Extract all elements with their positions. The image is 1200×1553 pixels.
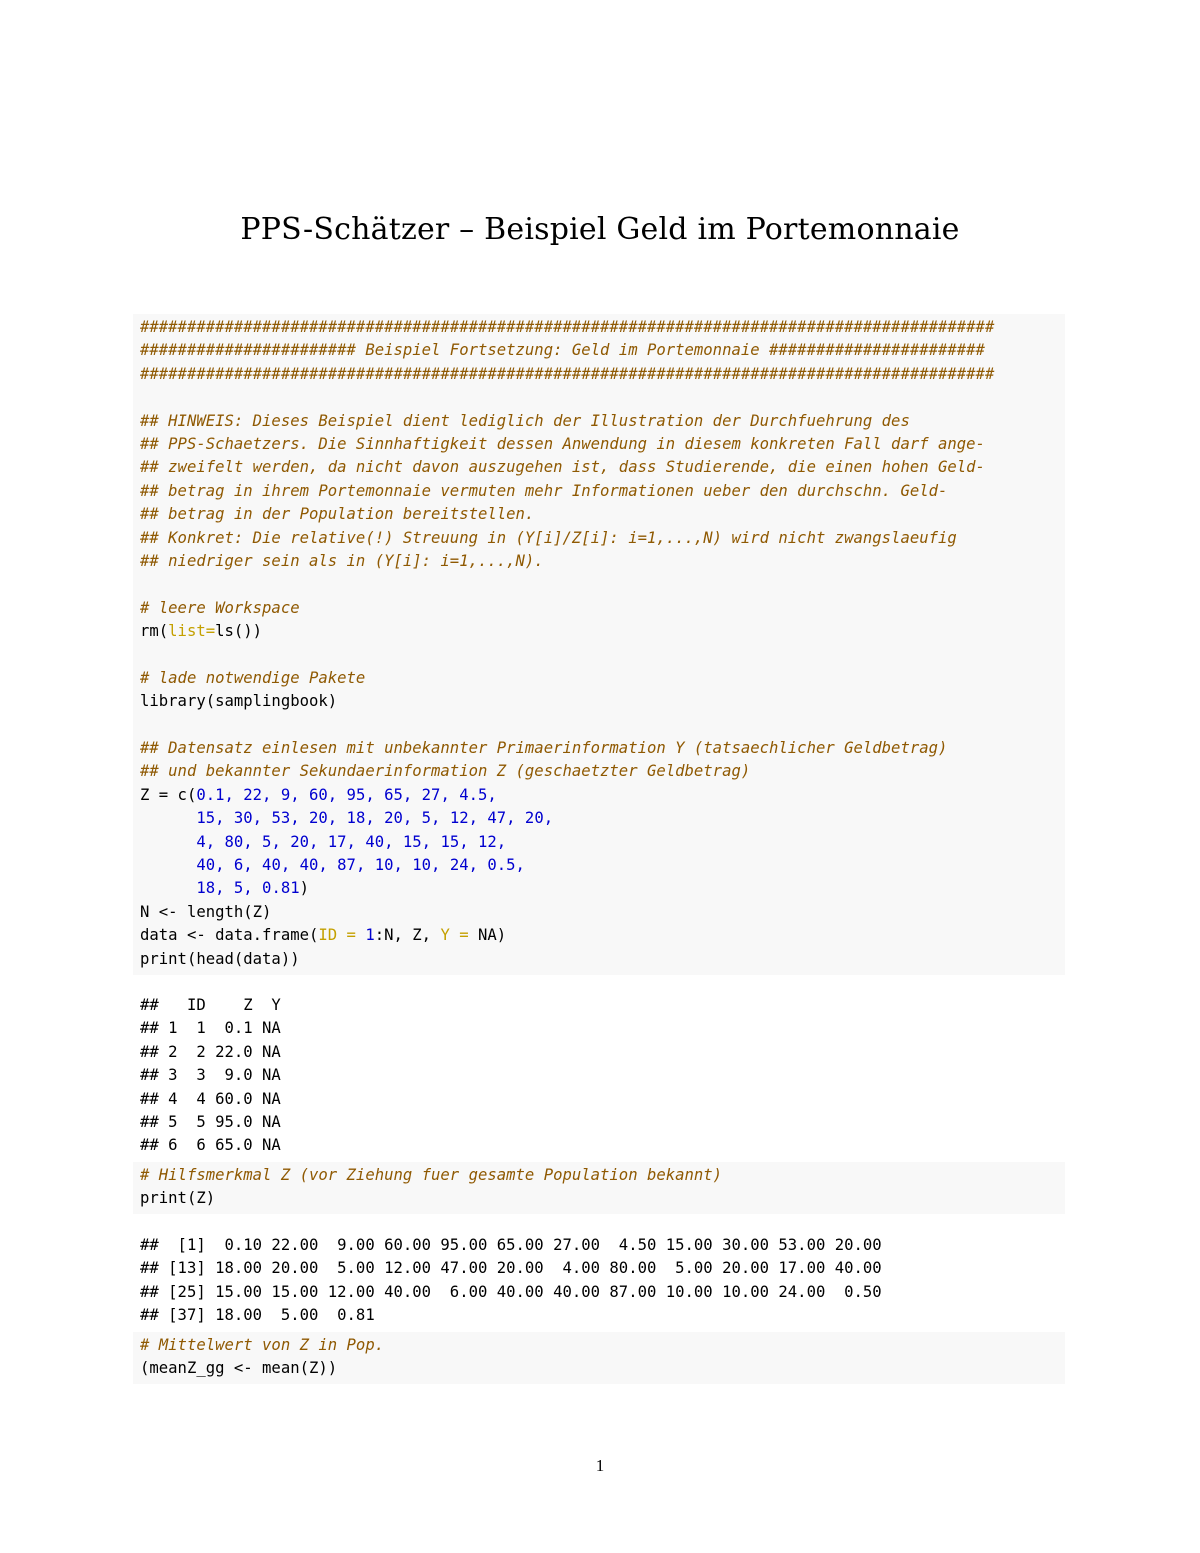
comment-line: ## HINWEIS: Dieses Beispiel dient lediglich der Illustration der Durchfuehrung des xyxy=(140,411,910,430)
output-line: ## 1 1 0.1 NA xyxy=(140,1019,281,1038)
blank-line xyxy=(140,714,1065,737)
code-token-arg: list= xyxy=(168,622,216,641)
blank-line xyxy=(140,573,1065,596)
code-line-z xyxy=(140,807,1065,830)
code-line: (meanZ_gg <- mean(Z)) xyxy=(140,1359,338,1378)
code-line-z xyxy=(140,831,1065,854)
output-line: ## 3 3 9.0 NA xyxy=(140,1066,281,1085)
output-line: ## 2 2 22.0 NA xyxy=(140,1042,281,1061)
comment-line: ## niedriger sein als in (Y[i]: i=1,...,N). xyxy=(140,551,544,570)
code-line-print: print(head(data)) xyxy=(140,949,300,968)
page-number: 1 xyxy=(595,1456,605,1475)
code-line-z xyxy=(140,877,1065,900)
code-chunk-setup xyxy=(133,314,1065,975)
output-line: ## 6 6 65.0 NA xyxy=(140,1136,281,1155)
code-chunk-mean xyxy=(133,1332,1065,1384)
page-title: PPS-Schätzer – Beispiel Geld im Portemonnaie xyxy=(240,212,960,247)
comment-line: ## betrag in der Population bereitstellen. xyxy=(140,505,535,524)
output-line: ## 5 5 95.0 NA xyxy=(140,1112,281,1131)
z-values: 18, 5, 0.81 xyxy=(196,879,300,898)
blank-line xyxy=(140,386,1065,409)
comment-line: # Hilfsmerkmal Z (vor Ziehung fuer gesamte Population bekannt) xyxy=(140,1166,723,1184)
comment-line: ## betrag in ihrem Portemonnaie vermuten mehr Informationen ueber den durchschn. Geld- xyxy=(140,481,948,500)
z-values: 4, 80, 5, 20, 17, 40, 15, 15, 12, xyxy=(196,832,507,851)
comment-line: ## Datensatz einlesen mit unbekannter Primaerinformation Y (tatsaechlicher Geldbetrag) xyxy=(140,739,948,758)
output-head-data xyxy=(140,994,1065,1158)
code-line-z xyxy=(140,784,1065,807)
code-line-rm xyxy=(140,620,1065,643)
code-token: Z = c( xyxy=(140,785,197,804)
code-line-dataframe: data <- data.frame(ID = 1:N, Z, Y = NA) xyxy=(140,926,507,945)
z-values: 15, 30, 53, 20, 18, 20, 5, 12, 47, 20, xyxy=(196,809,554,828)
code-token: ls()) xyxy=(215,622,263,641)
z-values: 0.1, 22, 9, 60, 95, 65, 27, 4.5, xyxy=(196,785,497,804)
header-line: ####################### Beispiel Fortsetzung: Geld im Portemonnaie ####################### xyxy=(140,341,985,360)
output-line: ## [37] 18.00 5.00 0.81 xyxy=(140,1306,375,1325)
comment-line: ## PPS-Schaetzers. Die Sinnhaftigkeit dessen Anwendung in diesem konkreten Fall darf ange- xyxy=(140,434,985,453)
comment-line: # lade notwendige Pakete xyxy=(140,668,366,687)
code-token: rm( xyxy=(140,622,169,641)
output-line: ## 4 4 60.0 NA xyxy=(140,1089,281,1108)
code-token: ) xyxy=(299,879,310,898)
hash-line: ########################################################################################### xyxy=(140,318,995,336)
code-line-n: N <- length(Z) xyxy=(140,902,272,921)
output-line: ## [25] 15.00 15.00 12.00 40.00 6.00 40.00 40.00 87.00 10.00 10.00 24.00 0.50 xyxy=(140,1282,882,1301)
code-line-library: library(samplingbook) xyxy=(140,692,338,711)
z-values: 40, 6, 40, 40, 87, 10, 10, 24, 0.5, xyxy=(196,855,525,874)
comment-line: # Mittelwert von Z in Pop. xyxy=(140,1336,385,1354)
output-line: ## [13] 18.00 20.00 5.00 12.00 47.00 20.00 4.00 80.00 5.00 20.00 17.00 40.00 xyxy=(140,1259,882,1278)
hash-line: ########################################################################################### xyxy=(140,364,995,383)
comment-line: ## Konkret: Die relative(!) Streuung in (Y[i]/Z[i]: i=1,...,N) wird nicht zwangslaeufig xyxy=(140,528,957,547)
blank-line xyxy=(140,643,1065,666)
output-print-z xyxy=(140,1234,1065,1328)
output-line: ## [1] 0.10 22.00 9.00 60.00 95.00 65.00 27.00 4.50 15.00 30.00 53.00 20.00 xyxy=(140,1236,882,1254)
code-line-z xyxy=(140,854,1065,877)
comment-line: ## und bekannter Sekundaerinformation Z (geschaetzter Geldbetrag) xyxy=(140,762,751,781)
comment-line: ## zweifelt werden, da nicht davon auszugehen ist, dass Studierende, die einen hohen Geld- xyxy=(140,458,985,477)
code-line: print(Z) xyxy=(140,1189,216,1208)
code-chunk-print-z xyxy=(133,1162,1065,1214)
comment-line: # leere Workspace xyxy=(140,598,300,617)
output-line: ## ID Z Y xyxy=(140,996,281,1014)
